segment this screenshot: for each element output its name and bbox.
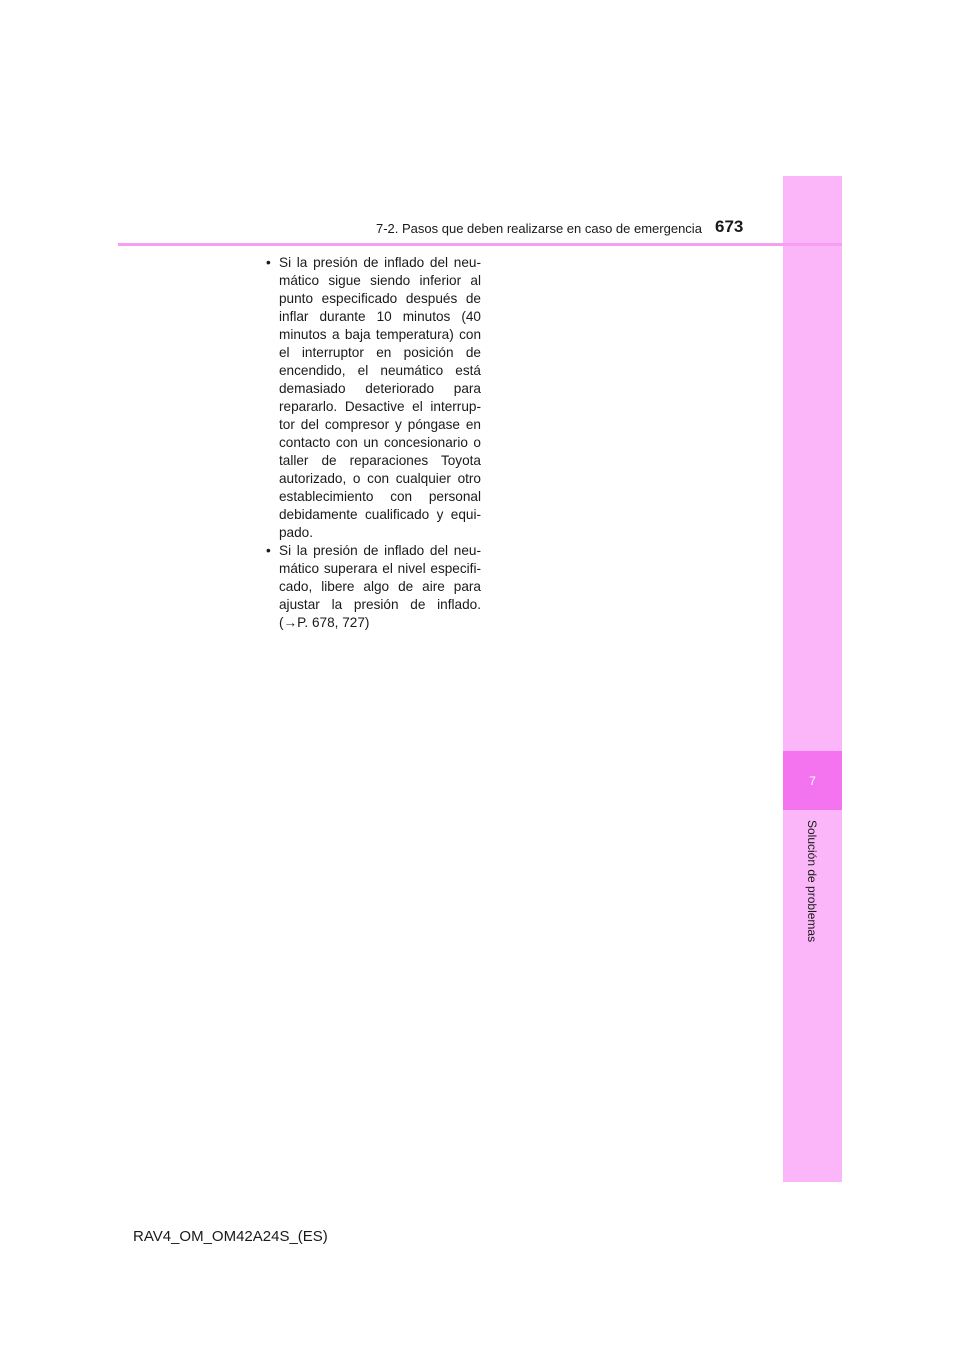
bullet-text: Si la presión de inflado del neu-mático sigue siendo inferior al punto especificado después de inflar durante 10 minutos (40 minutos a baja temperatura) con el interruptor en posición de encendido, el neumático está demasiado deteriorado para repararlo. Desactive el interrup-tor del compresor y póngase en contacto con un concesionario o taller de reparaciones Toyota autorizado, o con cualquier otro establecimiento con personal debidamente cualificado y equi-pado. [279,255,481,540]
chapter-number: 7 [783,751,842,810]
bullet-icon: • [266,543,271,558]
list-item [261,254,481,542]
bullet-icon: • [266,255,271,270]
bullet-text: Si la presión de inflado del neu-mático superara el nivel especifi-cado, libere algo de aire para ajustar la presión de inflado. (→P. 678, 727) [279,543,481,630]
section-title: 7-2. Pasos que deben realizarse en caso de emergencia [376,221,702,236]
chapter-label: Solución de problemas [805,820,819,943]
header-rule [118,243,842,246]
side-chapter-tab [783,176,842,1182]
page-number: 673 [715,217,744,236]
body-content [261,254,481,632]
list-item [261,542,481,632]
document-code: RAV4_OM_OM42A24S_(ES) [133,1228,328,1245]
